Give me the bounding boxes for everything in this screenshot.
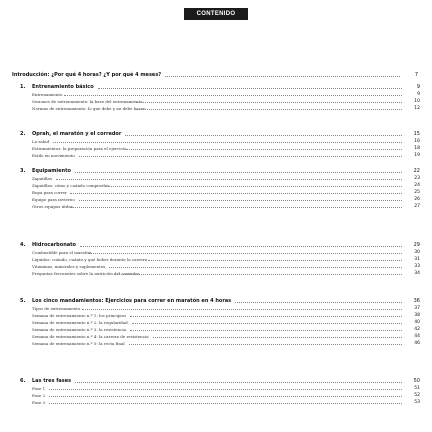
section-number: 1. <box>20 84 26 90</box>
subsection-title: Líquidos: cuándo, cuánto y qué beber durante la carrera <box>32 257 147 262</box>
dot-leader <box>49 396 402 397</box>
page-number: 33 <box>414 264 420 269</box>
dot-leader <box>56 179 402 180</box>
page-number: 27 <box>414 204 420 209</box>
section-title: Los cinco mandamientos: Ejercicios para correr en maratón en 4 horas <box>32 298 232 304</box>
page-number: 18 <box>414 146 420 151</box>
page-number: 15 <box>413 131 420 137</box>
subsection-title: La salud <box>32 139 50 144</box>
subsection-item[interactable] <box>32 97 432 104</box>
subsection-title: Fase 1 <box>32 386 46 391</box>
subsection-title: Zapatillas: cómo y cuándo comprarlas <box>32 183 110 188</box>
subsection-item[interactable] <box>32 255 432 262</box>
section-title: Entrenamiento básico <box>32 84 94 90</box>
subsection-item[interactable] <box>32 391 432 398</box>
subsection-item[interactable] <box>32 151 432 158</box>
subsection-list <box>32 137 432 158</box>
page-number: 51 <box>414 386 420 391</box>
subsection-item[interactable] <box>32 332 432 339</box>
subsection-item[interactable] <box>32 248 432 255</box>
toc-section <box>20 166 432 209</box>
subsection-title: Sesiones de entrenamiento: la base del entrenamiento <box>32 99 143 104</box>
subsection-title: Zapatillas <box>32 176 52 181</box>
page-header: CONTENIDO <box>184 8 248 20</box>
section-title: Equipamiento <box>32 168 71 174</box>
section-number: 2. <box>20 131 26 137</box>
subsection-list <box>32 384 432 405</box>
subsection-title: Otros equipos útiles <box>32 204 73 209</box>
dot-leader <box>75 172 402 173</box>
dot-leader <box>129 344 402 345</box>
page-number: 23 <box>414 176 420 181</box>
page-number: 7 <box>414 72 418 78</box>
page-number: 19 <box>414 153 420 158</box>
subsection-list <box>32 90 432 111</box>
page-number: 25 <box>414 190 420 195</box>
section-title-row[interactable] <box>20 82 432 90</box>
dot-leader <box>136 109 402 110</box>
subsection-title: Tipos de entrenamiento <box>32 306 81 311</box>
dot-leader <box>109 267 402 268</box>
section-number: 5. <box>20 298 26 304</box>
page-number: 29 <box>413 242 420 248</box>
dot-leader <box>108 186 402 187</box>
subsection-item[interactable] <box>32 325 432 332</box>
dot-leader <box>49 403 402 404</box>
dot-leader <box>130 316 402 317</box>
subsection-title: Semana de entrenamiento n.º 3: la resistencia <box>32 327 127 332</box>
page-number: 9 <box>417 92 420 97</box>
subsection-list <box>32 304 432 346</box>
intro-label: Introducción: ¿Por qué 4 horas? ¿Y por qué 4 meses? <box>12 72 162 78</box>
dot-leader <box>126 149 402 150</box>
subsection-item[interactable] <box>32 188 432 195</box>
dot-leader <box>82 309 402 310</box>
section-title: Oprah, el maratón y el corredor <box>32 131 122 137</box>
page-number: 26 <box>414 197 420 202</box>
toc-section <box>20 296 432 346</box>
subsection-item[interactable] <box>32 181 432 188</box>
subsection-item[interactable] <box>32 195 432 202</box>
section-number: 3. <box>20 168 26 174</box>
page-number: 36 <box>413 298 420 304</box>
dot-leader <box>114 274 402 275</box>
page-number: 40 <box>414 320 420 325</box>
page-number: 22 <box>413 168 420 174</box>
section-title-row[interactable] <box>20 166 432 174</box>
subsection-title: Fase 2 <box>32 393 46 398</box>
subsection-title: Semana de entrenamiento n.º 1: los principios <box>32 313 127 318</box>
page-number: 34 <box>414 271 420 276</box>
subsection-item[interactable] <box>32 311 432 318</box>
subsection-title: Preguntas frecuentes sobre la nutrición del corredor <box>32 271 140 276</box>
section-title-row[interactable] <box>20 129 432 137</box>
page-number: 42 <box>414 327 420 332</box>
page-number: 50 <box>413 378 420 384</box>
section-number: 6. <box>20 378 26 384</box>
page-number: 46 <box>414 341 420 346</box>
subsection-list <box>32 174 432 209</box>
subsection-item[interactable] <box>32 318 432 325</box>
section-title-row[interactable] <box>20 296 432 304</box>
page-number: 16 <box>414 139 420 144</box>
page-number: 24 <box>414 183 420 188</box>
subsection-item[interactable] <box>32 174 432 181</box>
subsection-item[interactable] <box>32 304 432 311</box>
page-number: 38 <box>414 313 420 318</box>
subsection-title: Ropa para correr <box>32 190 67 195</box>
subsection-item[interactable] <box>32 398 432 405</box>
dot-leader <box>88 253 402 254</box>
subsection-title: Combustible para el maratón <box>32 250 92 255</box>
page-number: 12 <box>414 106 420 111</box>
subsection-title: Fase 3 <box>32 400 46 405</box>
dot-leader <box>130 330 402 331</box>
subsection-item[interactable] <box>32 144 432 151</box>
page-number: 30 <box>414 250 420 255</box>
subsection-title: Semana de entrenamiento n.º 2: la regularidad <box>32 320 128 325</box>
section-title-row[interactable] <box>20 240 432 248</box>
dot-leader <box>79 156 402 157</box>
subsection-title: Estiramientos: la preparación para el ejercicio <box>32 146 127 151</box>
toc-section <box>20 240 432 276</box>
subsection-title: Vitaminas, minerales y suplementos <box>32 264 106 269</box>
toc-section <box>20 376 432 405</box>
subsection-item[interactable] <box>32 262 432 269</box>
subsection-item[interactable] <box>32 90 432 97</box>
page-number: 31 <box>414 257 420 262</box>
page-number: 37 <box>414 306 420 311</box>
subsection-item[interactable] <box>32 202 432 209</box>
toc-section <box>20 129 432 158</box>
dot-leader <box>148 260 402 261</box>
subsection-title: Equipo para invierno <box>32 197 75 202</box>
subsection-item[interactable] <box>32 269 432 276</box>
toc-section <box>20 82 432 111</box>
dot-leader <box>49 389 402 390</box>
dot-leader <box>125 135 402 136</box>
dot-leader <box>70 193 402 194</box>
section-title: Hidrocarbonato <box>32 242 76 248</box>
dot-leader <box>153 337 402 338</box>
dot-leader <box>53 142 402 143</box>
subsection-title: Estilo en movimiento <box>32 153 75 158</box>
page-number: 52 <box>414 393 420 398</box>
section-title-row[interactable] <box>20 376 432 384</box>
dot-leader <box>80 246 402 247</box>
dot-leader <box>75 382 402 383</box>
dot-leader <box>98 88 402 89</box>
subsection-item[interactable] <box>32 104 432 111</box>
dot-leader <box>79 200 402 201</box>
page-number: 9 <box>416 84 420 90</box>
subsection-title: Semana de entrenamiento n.º 4: la carrera de resistencia <box>32 334 149 339</box>
subsection-title: Normas de entrenamiento: lo que debe y no debe hacer <box>32 106 146 111</box>
page-number: 44 <box>414 334 420 339</box>
subsection-title: Semana de entrenamiento n.º 5: la recta final <box>32 341 125 346</box>
subsection-item[interactable] <box>32 339 432 346</box>
page-number: 53 <box>414 400 420 405</box>
subsection-item[interactable] <box>32 137 432 144</box>
section-title: Las tres fases <box>32 378 72 384</box>
dot-leader <box>235 302 402 303</box>
dot-leader <box>64 95 402 96</box>
dot-leader <box>70 207 402 208</box>
subsection-list <box>32 248 432 276</box>
subsection-item[interactable] <box>32 384 432 391</box>
dot-leader <box>136 102 402 103</box>
section-number: 4. <box>20 242 26 248</box>
dot-leader <box>132 323 402 324</box>
page-number: 10 <box>414 99 420 104</box>
subsection-title: Entrenamiento <box>32 92 63 97</box>
